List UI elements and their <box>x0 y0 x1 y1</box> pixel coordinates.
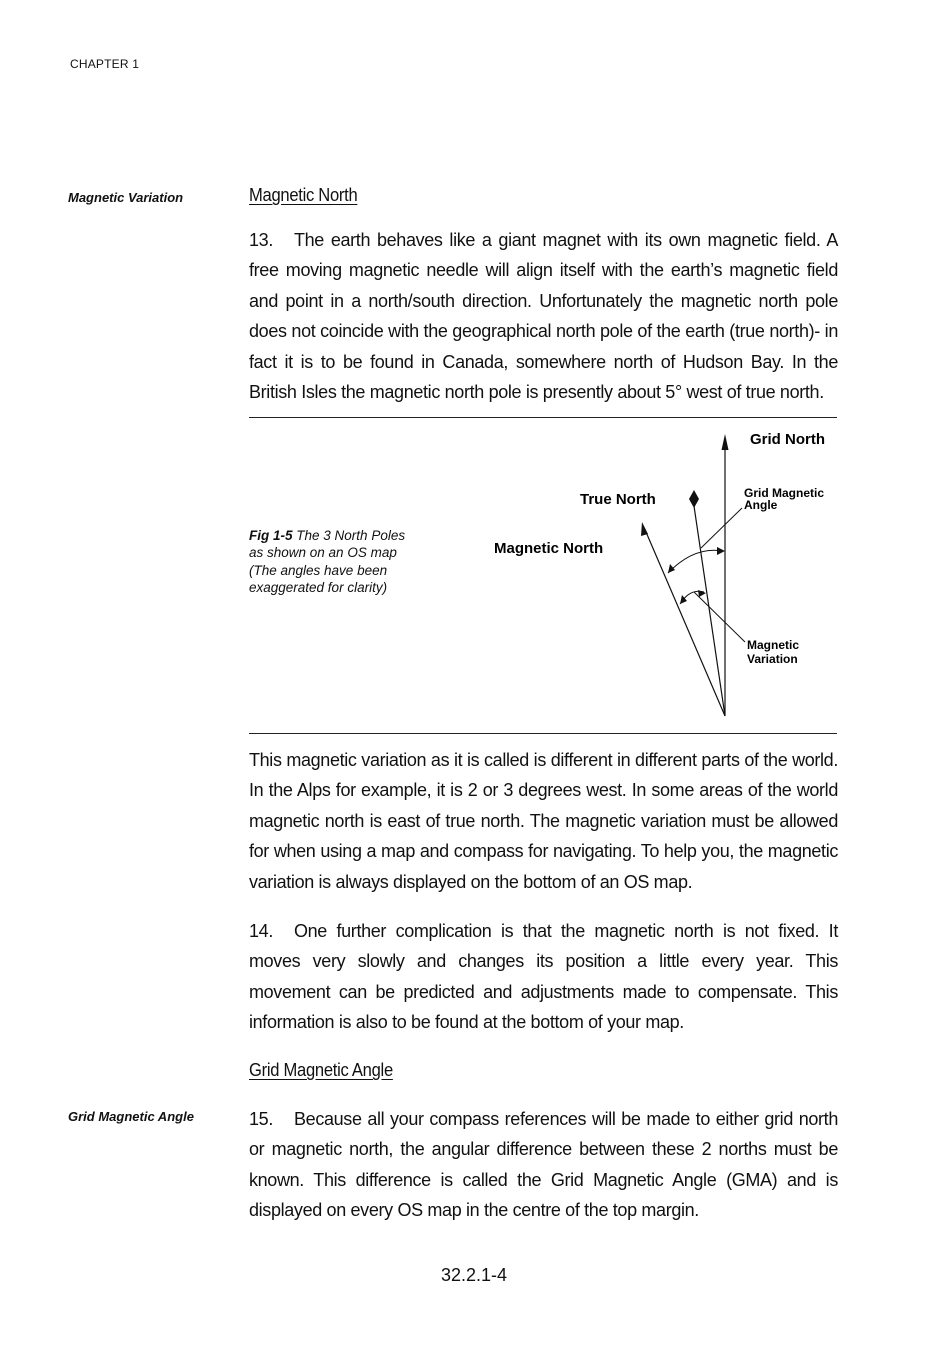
magnetic-north-arrowhead <box>641 522 648 536</box>
label-magnetic-variation-2: Variation <box>747 652 798 666</box>
figure-caption <box>249 527 409 596</box>
sidenote-grid-magnetic-angle: Grid Magnetic Angle <box>68 1109 194 1124</box>
figure-bottom-rule <box>249 733 837 734</box>
true-north-line <box>694 506 725 716</box>
chapter-header: CHAPTER 1 <box>70 57 140 71</box>
figure-caption-label: Fig 1-5 <box>249 528 293 543</box>
label-grid-magnetic-angle-2: Angle <box>744 498 778 512</box>
label-magnetic-variation-1: Magnetic <box>747 638 800 652</box>
grid-magnetic-angle-arc <box>668 550 723 573</box>
heading-grid-magnetic-angle: Grid Magnetic Angle <box>249 1060 393 1080</box>
heading-magnetic-north: Magnetic North <box>249 185 358 205</box>
grid-magnetic-angle-leader <box>701 508 742 548</box>
three-norths-diagram <box>480 420 850 730</box>
page-number: 32.2.1-4 <box>441 1265 508 1285</box>
paragraph-number: 14. <box>249 921 273 941</box>
label-grid-magnetic-angle-1: Grid Magnetic <box>744 486 825 500</box>
label-true-north: True North <box>580 491 656 508</box>
paragraph-15 <box>249 1104 838 1226</box>
paragraph-variation: This magnetic variation as it is called is different in different parts of the world. In the Alps for example, it is 2 or 3 degrees west. In some areas of the world magnetic north is east of true north. The magnetic variation must be allowed for when using a map and compass for navigating. To help you, the magnetic variation is always displayed on the bottom of an OS map. <box>249 750 838 892</box>
paragraph-14 <box>249 916 838 1038</box>
true-north-star <box>689 490 699 508</box>
paragraph-text: The earth behaves like a giant magnet with its own magnetic field. A free moving magnetic needle will align itself with the earth’s magnetic field and point in a north/south direction. Unfortunately the magnetic north pole does not coincide with the geographical north pole of the earth (true north)- in fact it is to be found in Canada, somewhere north of Hudson Bay. In the British Isles the magnetic north pole is presently about 5° west of true north. <box>249 230 838 403</box>
paragraph-number: 13. <box>249 230 273 250</box>
figure-caption-text: The 3 North Poles as shown on an OS map (The angles have been exaggerated for clarity) <box>249 528 406 595</box>
grid-north-arrowhead <box>722 434 729 450</box>
magnetic-north-line <box>646 532 725 716</box>
figure-top-rule <box>249 417 837 418</box>
label-grid-north: Grid North <box>750 431 825 448</box>
paragraph-number: 15. <box>249 1109 273 1129</box>
paragraph-text: One further complication is that the magnetic north is not fixed. It moves very slowly and changes its position a little every year. This movement can be predicted and adjustments made to compensate. This information is also to be found at the bottom of your map. <box>249 921 838 1033</box>
magnetic-variation-leader <box>694 592 745 642</box>
sidenote-magnetic-variation: Magnetic Variation <box>68 190 184 205</box>
paragraph-text: Because all your compass references will be made to either grid north or magnetic north, the angular difference between these 2 norths must be known. This difference is called the Grid Magnetic Angle (GMA) and is displayed on every OS map in the centre of the top margin. <box>249 1109 838 1221</box>
label-magnetic-north: Magnetic North <box>494 540 604 557</box>
paragraph-13 <box>249 225 838 407</box>
